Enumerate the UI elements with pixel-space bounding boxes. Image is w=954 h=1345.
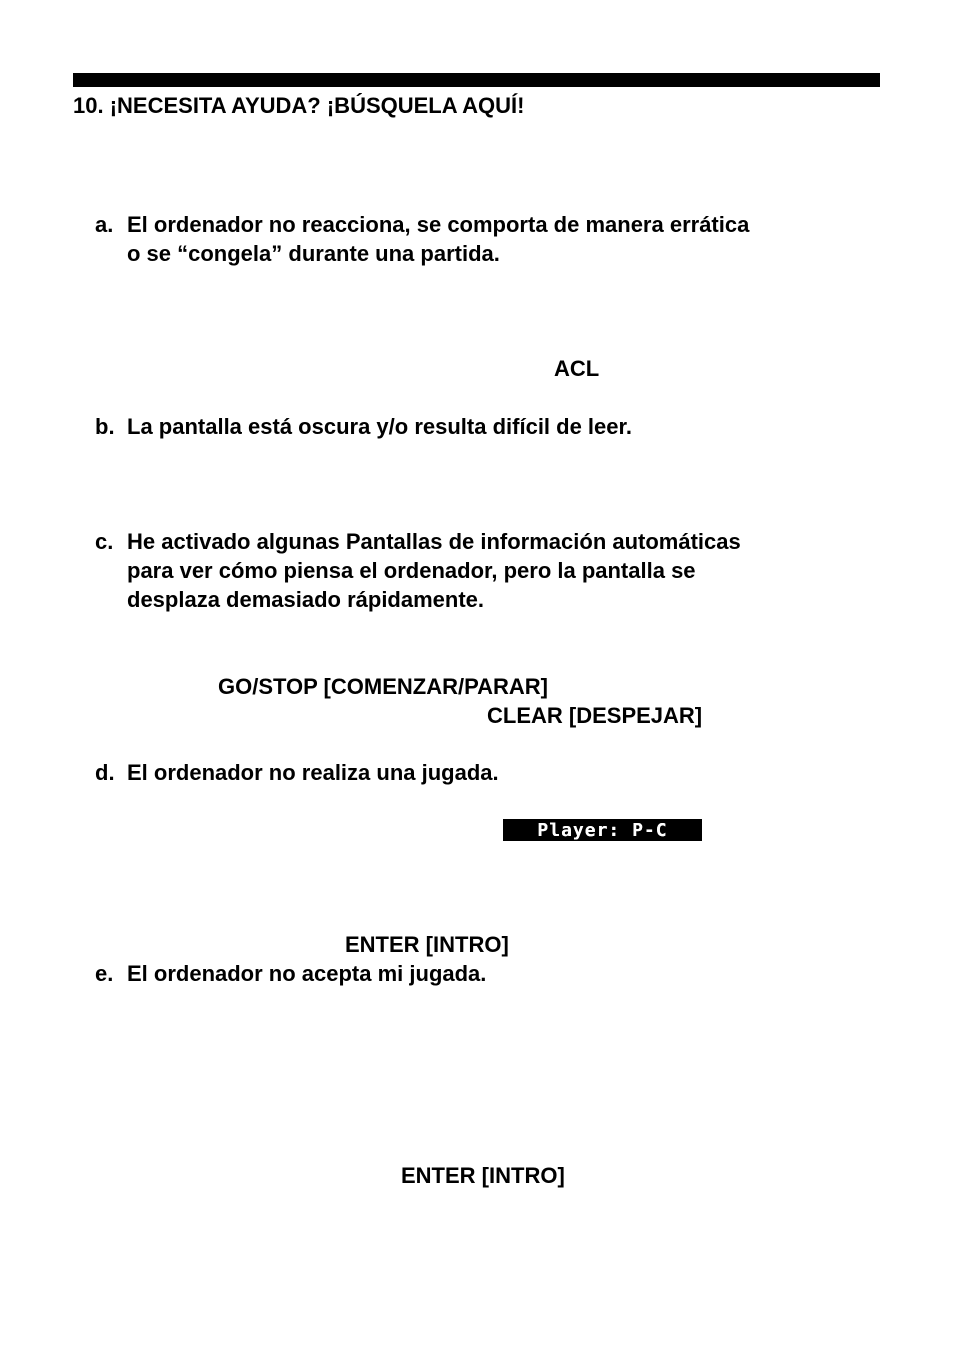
item-d-line-1: El ordenador no realiza una jugada. bbox=[127, 760, 499, 785]
item-b-line-1: La pantalla está oscura y/o resulta difícil de leer. bbox=[127, 414, 632, 439]
item-e-marker: e. bbox=[95, 961, 114, 986]
item-e-line-1: El ordenador no acepta mi jugada. bbox=[127, 961, 487, 986]
lcd-display-text: Player: P-C bbox=[537, 819, 668, 841]
section-heading: 10. ¡NECESITA AYUDA? ¡BÚSQUELA AQUÍ! bbox=[73, 93, 525, 118]
item-c-line-2: para ver cómo piensa el ordenador, pero la pantalla se bbox=[127, 558, 696, 583]
item-a-line-2: o se “congela” durante una partida. bbox=[127, 241, 500, 266]
item-a-line-1: El ordenador no reacciona, se comporta de manera errática bbox=[127, 212, 750, 237]
enter-key-label-2: ENTER [INTRO] bbox=[401, 1163, 565, 1188]
clear-key-label: CLEAR [DESPEJAR] bbox=[487, 703, 703, 728]
item-d-marker: d. bbox=[95, 760, 115, 785]
enter-key-label-1: ENTER [INTRO] bbox=[345, 932, 509, 957]
item-c-line-1: He activado algunas Pantallas de información automáticas bbox=[127, 529, 741, 554]
item-c-line-3: desplaza demasiado rápidamente. bbox=[127, 587, 485, 612]
acl-key-label: ACL bbox=[554, 356, 600, 381]
top-rule bbox=[73, 73, 880, 87]
item-b-marker: b. bbox=[95, 414, 115, 439]
item-a-marker: a. bbox=[95, 212, 114, 237]
lcd-display bbox=[503, 819, 702, 841]
item-c-marker: c. bbox=[95, 529, 114, 554]
go-stop-key-label: GO/STOP [COMENZAR/PARAR] bbox=[218, 674, 549, 699]
